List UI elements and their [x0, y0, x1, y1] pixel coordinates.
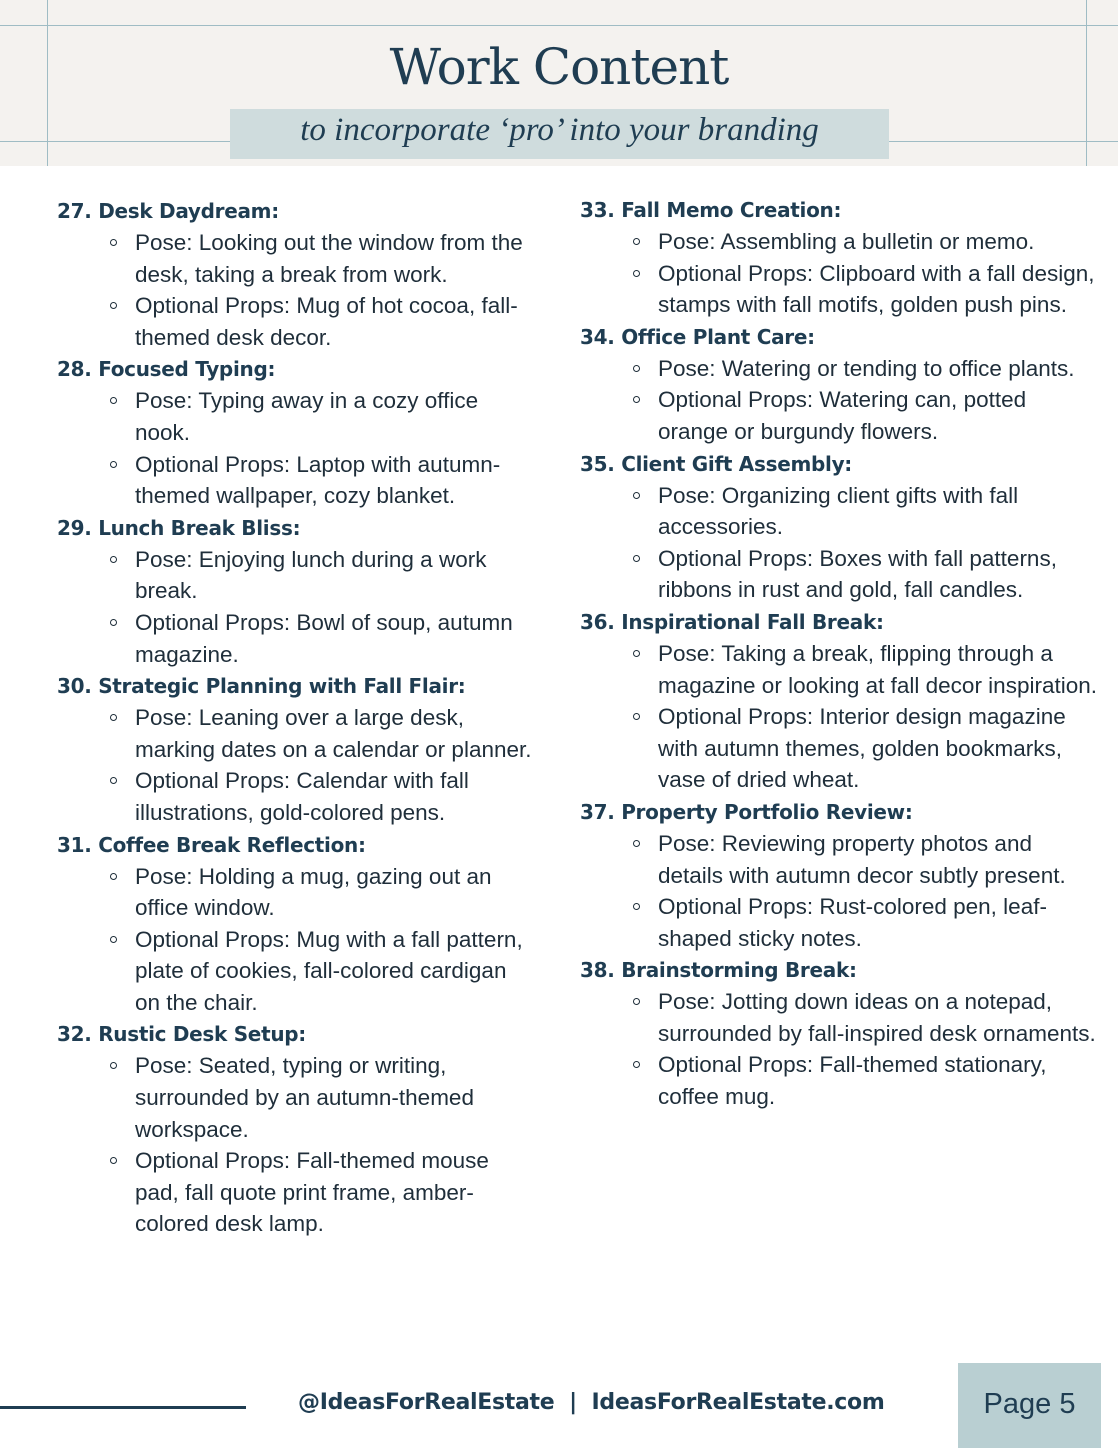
circle-bullet-icon [633, 238, 640, 245]
props-item: Optional Props: Fall-themed mouse pad, fall quote print frame, amber-colored desk lamp. [57, 1145, 537, 1240]
props-item: Optional Props: Watering can, potted orange or burgundy flowers. [580, 384, 1100, 447]
header-rule-bottom-left [0, 141, 230, 142]
page-number: Page 5 [983, 1388, 1076, 1420]
pose-item: Pose: Assembling a bulletin or memo. [580, 226, 1100, 258]
circle-bullet-icon [110, 397, 117, 404]
props-item: Optional Props: Interior design magazine with autumn themes, golden bookmarks, vase of dried wheat. [580, 701, 1100, 796]
props-item: Optional Props: Clipboard with a fall design, stamps with fall motifs, golden push pins. [580, 258, 1100, 321]
circle-bullet-icon [633, 840, 640, 847]
pose-item: Pose: Typing away in a cozy office nook. [57, 385, 537, 448]
content-item [580, 954, 1100, 1112]
content-item [57, 512, 537, 670]
props-item: Optional Props: Calendar with fall illustrations, gold-colored pens. [57, 765, 537, 828]
circle-bullet-icon [633, 903, 640, 910]
item-title: 31. Coffee Break Reflection: [57, 832, 366, 857]
header-rule-bottom-right [889, 141, 1118, 142]
item-title: 35. Client Gift Assembly: [580, 451, 853, 476]
content-item [57, 353, 537, 511]
circle-bullet-icon [633, 270, 640, 277]
props-item: Optional Props: Rust-colored pen, leaf-shaped sticky notes. [580, 891, 1100, 954]
item-title: 28. Focused Typing: [57, 357, 276, 382]
props-item: Optional Props: Mug with a fall pattern, plate of cookies, fall-colored cardigan on the chair. [57, 924, 537, 1019]
circle-bullet-icon [110, 714, 117, 721]
pose-item: Pose: Enjoying lunch during a work break. [57, 544, 537, 607]
props-item: Optional Props: Fall-themed stationary, coffee mug. [580, 1049, 1100, 1112]
page-title: Work Content [389, 38, 729, 96]
content-item [580, 448, 1100, 606]
circle-bullet-icon [110, 619, 117, 626]
pose-item: Pose: Taking a break, flipping through a magazine or looking at fall decor inspiration. [580, 638, 1100, 701]
pose-item: Pose: Watering or tending to office plants. [580, 353, 1100, 385]
pose-item: Pose: Looking out the window from the desk, taking a break from work. [57, 227, 537, 290]
item-title: 38. Brainstorming Break: [580, 958, 857, 983]
content-item [57, 195, 537, 353]
pose-item: Pose: Reviewing property photos and details with autumn decor subtly present. [580, 828, 1100, 891]
item-title: 36. Inspirational Fall Break: [580, 609, 884, 634]
header-rule-top [0, 25, 1118, 26]
props-item: Optional Props: Laptop with autumn-themed wallpaper, cozy blanket. [57, 449, 537, 512]
item-title: 29. Lunch Break Bliss: [57, 515, 301, 540]
circle-bullet-icon [633, 365, 640, 372]
props-item: Optional Props: Boxes with fall patterns, ribbons in rust and gold, fall candles. [580, 543, 1100, 606]
footer-links[interactable]: @IdeasForRealEstate | IdeasForRealEstate.com [298, 1390, 885, 1415]
circle-bullet-icon [633, 492, 640, 499]
props-item: Optional Props: Mug of hot cocoa, fall-themed desk decor. [57, 290, 537, 353]
circle-bullet-icon [633, 650, 640, 657]
circle-bullet-icon [110, 777, 117, 784]
right-column [580, 194, 1100, 1113]
content-item [57, 1018, 537, 1240]
circle-bullet-icon [110, 1157, 117, 1164]
props-item: Optional Props: Bowl of soup, autumn magazine. [57, 607, 537, 670]
circle-bullet-icon [633, 396, 640, 403]
footer-rule [0, 1406, 246, 1409]
circle-bullet-icon [110, 936, 117, 943]
circle-bullet-icon [633, 555, 640, 562]
circle-bullet-icon [633, 1061, 640, 1068]
item-title: 37. Property Portfolio Review: [580, 799, 913, 824]
item-title: 30. Strategic Planning with Fall Flair: [57, 674, 466, 699]
circle-bullet-icon [110, 1062, 117, 1069]
pose-item: Pose: Organizing client gifts with fall accessories. [580, 480, 1100, 543]
content-item [580, 606, 1100, 796]
content-item [57, 829, 537, 1019]
circle-bullet-icon [110, 239, 117, 246]
content-item [580, 796, 1100, 954]
item-title: 34. Office Plant Care: [580, 324, 815, 349]
pose-item: Pose: Jotting down ideas on a notepad, surrounded by fall-inspired desk ornaments. [580, 986, 1100, 1049]
pose-item: Pose: Holding a mug, gazing out an office window. [57, 861, 537, 924]
circle-bullet-icon [110, 873, 117, 880]
item-title: 32. Rustic Desk Setup: [57, 1022, 306, 1047]
content-item [57, 670, 537, 828]
circle-bullet-icon [633, 713, 640, 720]
circle-bullet-icon [110, 302, 117, 309]
pose-item: Pose: Leaning over a large desk, marking dates on a calendar or planner. [57, 702, 537, 765]
content-item [580, 194, 1100, 321]
circle-bullet-icon [110, 556, 117, 563]
circle-bullet-icon [110, 461, 117, 468]
item-title: 27. Desk Daydream: [57, 199, 279, 223]
item-title: 33. Fall Memo Creation: [580, 198, 842, 222]
content-item [580, 321, 1100, 448]
circle-bullet-icon [633, 998, 640, 1005]
left-column [57, 195, 537, 1240]
pose-item: Pose: Seated, typing or writing, surrounded by an autumn-themed workspace. [57, 1050, 537, 1145]
page-subtitle: to incorporate ‘pro’ into your branding [300, 112, 819, 148]
